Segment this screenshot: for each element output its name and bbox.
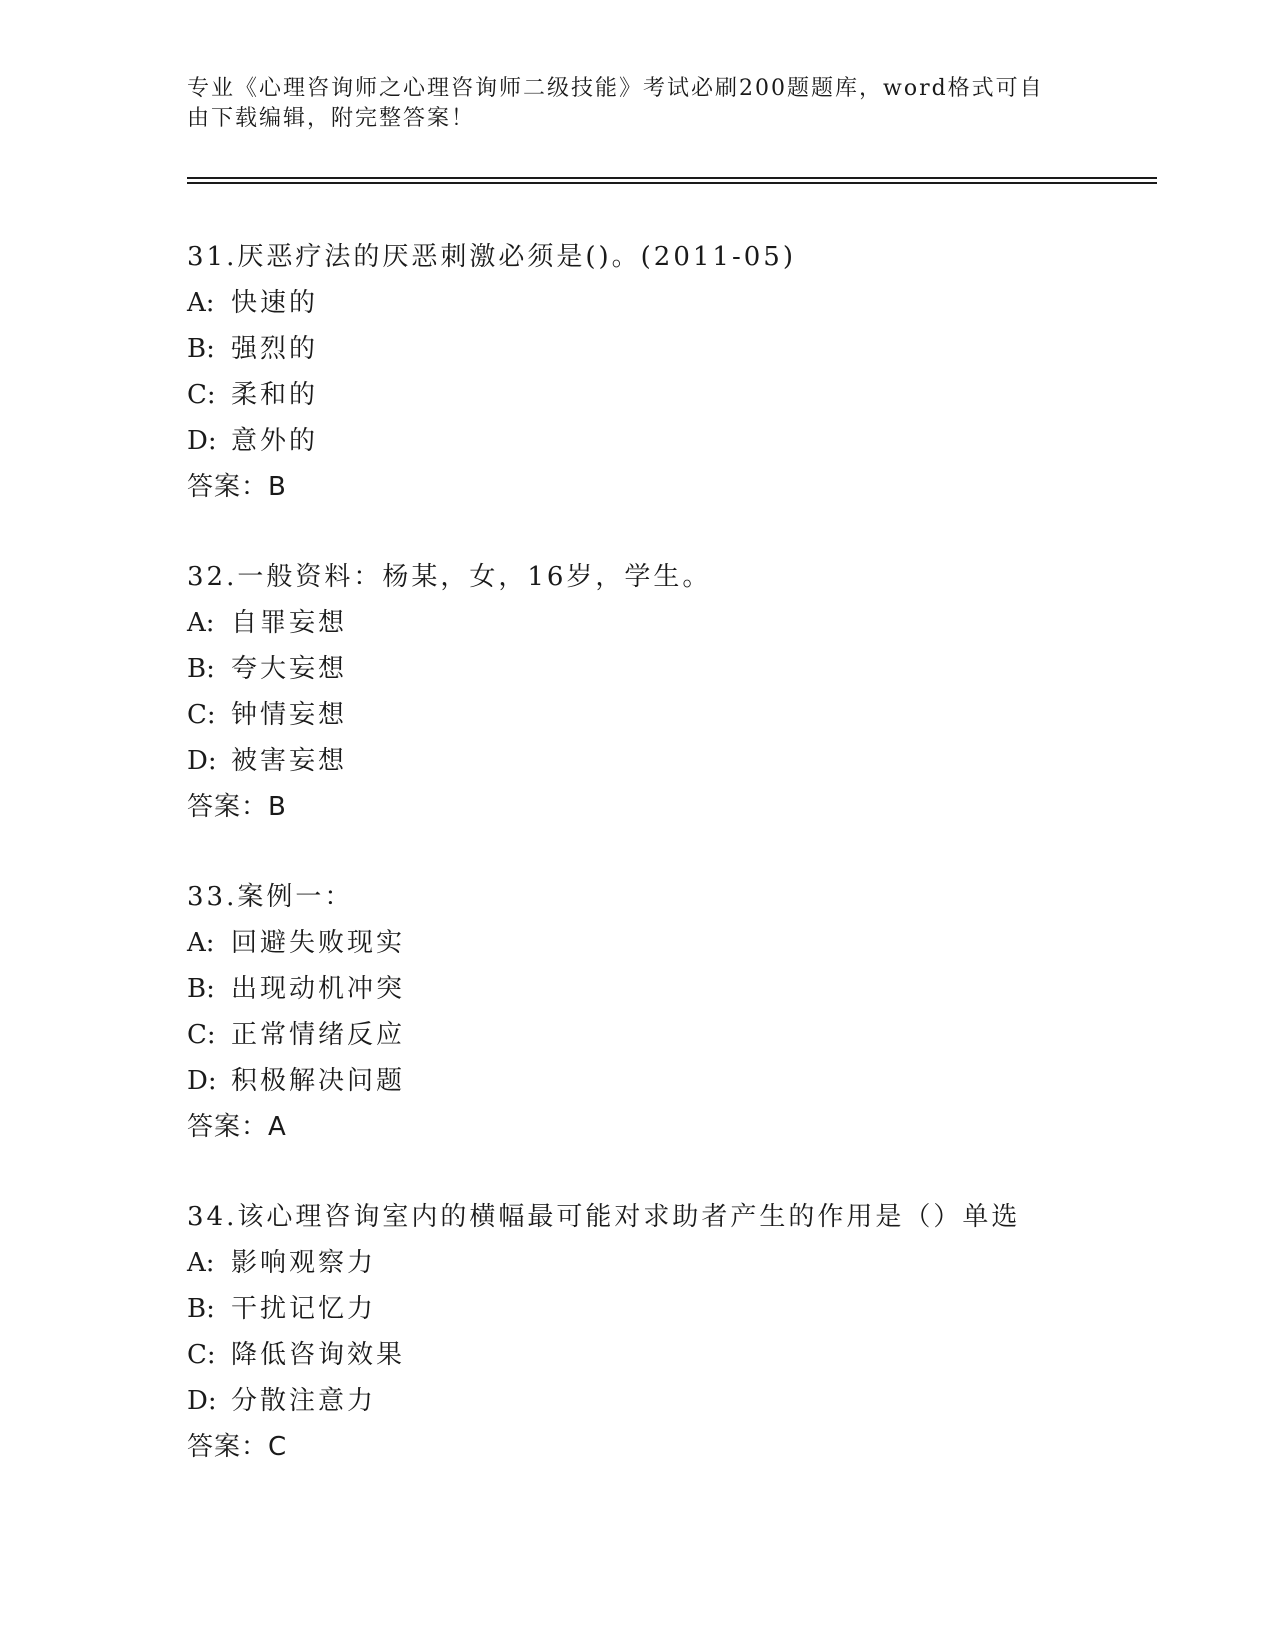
option-text: 出现动机冲突 — [231, 974, 406, 1004]
option-text: 自罪妄想 — [231, 608, 348, 638]
option-letter: D: — [187, 1066, 217, 1096]
document-header: 专业《心理咨询师之心理咨询师二级技能》考试必刷200题题库，word格式可自由下载编辑，附完整答案！ — [187, 76, 1044, 131]
question-title: 31.厌恶疗法的厌恶刺激必须是()。(2011-05) — [187, 242, 796, 272]
option-letter: A: — [187, 1248, 215, 1278]
option-text: 降低咨询效果 — [231, 1340, 406, 1370]
option-a — [187, 280, 1187, 326]
option-text: 被害妄想 — [231, 746, 348, 776]
option-text: 强烈的 — [231, 334, 319, 364]
option-c — [187, 372, 1187, 418]
option-text: 钟情妄想 — [231, 700, 348, 730]
question-31 — [187, 234, 1187, 510]
option-c — [187, 1012, 1187, 1058]
option-letter: A: — [187, 928, 215, 958]
question-34 — [187, 1194, 1187, 1470]
option-text: 夸大妄想 — [231, 654, 348, 684]
option-a — [187, 920, 1187, 966]
option-d — [187, 1378, 1187, 1424]
option-c — [187, 692, 1187, 738]
option-letter: B: — [187, 974, 215, 1004]
header-divider-top — [187, 177, 1157, 179]
option-text: 分散注意力 — [231, 1386, 377, 1416]
answer-line: 答案：B — [187, 472, 287, 502]
option-letter: C: — [187, 1340, 216, 1370]
option-text: 柔和的 — [231, 380, 319, 410]
option-letter: C: — [187, 380, 216, 410]
option-text: 意外的 — [231, 426, 319, 456]
option-letter: C: — [187, 700, 216, 730]
option-d — [187, 418, 1187, 464]
option-d — [187, 1058, 1187, 1104]
question-33 — [187, 874, 1187, 1150]
option-c — [187, 1332, 1187, 1378]
option-b — [187, 966, 1187, 1012]
question-title: 33.案例一： — [187, 882, 354, 912]
option-letter: B: — [187, 654, 215, 684]
option-d — [187, 738, 1187, 784]
option-letter: B: — [187, 1294, 215, 1324]
option-b — [187, 1286, 1187, 1332]
option-letter: A: — [187, 288, 215, 318]
option-letter: A: — [187, 608, 215, 638]
question-title: 34.该心理咨询室内的横幅最可能对求助者产生的作用是（）单选 — [187, 1202, 1021, 1232]
header-divider-bottom — [187, 182, 1157, 184]
option-text: 积极解决问题 — [231, 1066, 406, 1096]
option-b — [187, 326, 1187, 372]
answer-line: 答案：A — [187, 1112, 287, 1142]
option-letter: B: — [187, 334, 215, 364]
option-b — [187, 646, 1187, 692]
option-text: 回避失败现实 — [231, 928, 406, 958]
option-a — [187, 600, 1187, 646]
option-letter: D: — [187, 1386, 217, 1416]
option-letter: D: — [187, 426, 217, 456]
option-letter: C: — [187, 1020, 216, 1050]
question-title: 32.一般资料：杨某，女，16岁，学生。 — [187, 562, 712, 592]
option-text: 影响观察力 — [231, 1248, 377, 1278]
question-32 — [187, 554, 1187, 830]
answer-line: 答案：C — [187, 1432, 288, 1462]
option-a — [187, 1240, 1187, 1286]
option-text: 正常情绪反应 — [231, 1020, 406, 1050]
option-text: 快速的 — [231, 288, 319, 318]
option-letter: D: — [187, 746, 217, 776]
option-text: 干扰记忆力 — [231, 1294, 377, 1324]
answer-line: 答案：B — [187, 792, 287, 822]
